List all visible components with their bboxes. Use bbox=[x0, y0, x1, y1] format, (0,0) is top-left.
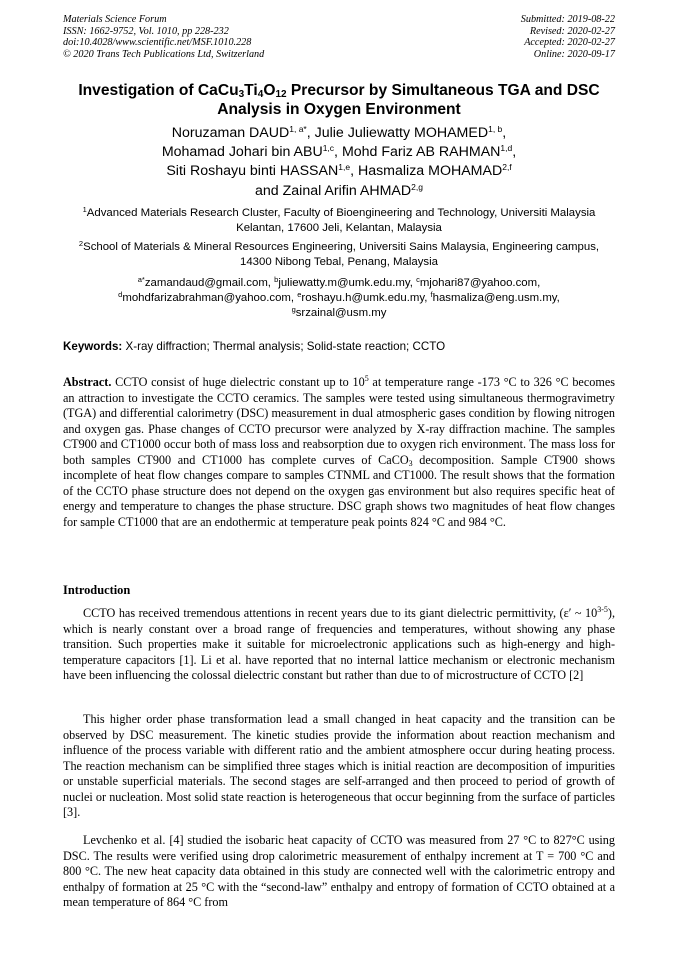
affiliation-2 bbox=[70, 240, 608, 269]
author-line bbox=[60, 182, 618, 201]
author-separator: , bbox=[512, 144, 517, 161]
date-online: Online: 2020-09-17 bbox=[533, 48, 615, 60]
author-separator: , bbox=[502, 125, 507, 141]
email-sup: a* bbox=[137, 275, 145, 284]
title-text: Ti bbox=[244, 82, 258, 99]
abstract-label: Abstract. bbox=[63, 375, 112, 389]
affiliation-text: Advanced Materials Research Cluster, Faculty of Bioengineering and Technology, Universiti Malaysia Kelantan, 17600 Jeli, Kelantan, Malaysia bbox=[86, 207, 596, 234]
author-sup: 1,d bbox=[500, 143, 513, 154]
abstract-text: CCTO consist of huge dielectric constant up to 10 bbox=[111, 375, 365, 389]
journal-copyright: © 2020 Trans Tech Publications Ltd, Switzerland bbox=[63, 48, 265, 60]
paragraph-text: CCTO has received tremendous attentions in recent years due to its giant dielectric permittivity, (ε′ ~ 10 bbox=[83, 606, 598, 620]
author-name: Mohamad Johari bin ABU bbox=[161, 144, 323, 161]
author-name: and Zainal Arifin AHMAD bbox=[255, 182, 412, 199]
email-link[interactable]: juliewatty.m@umk.edu.my, bbox=[278, 277, 417, 289]
keywords bbox=[63, 340, 618, 354]
keywords-text: X-ray diffraction; Thermal analysis; Solid-state reaction; CCTO bbox=[122, 340, 446, 353]
journal-doi[interactable]: doi:10.4028/www.scientific.net/MSF.1010.228 bbox=[63, 37, 252, 49]
email-link[interactable]: mjohari87@yahoo.com, bbox=[419, 277, 541, 289]
email-sup: g bbox=[291, 304, 296, 314]
title-subscript: 12 bbox=[275, 89, 287, 100]
title-text: O bbox=[263, 82, 276, 99]
email-sup: d bbox=[118, 289, 123, 299]
email-link[interactable]: roshayu.h@umk.edu.my, bbox=[301, 291, 431, 304]
author-name: Noruzaman DAUD bbox=[171, 125, 290, 141]
author-separator: , bbox=[306, 125, 315, 141]
affiliation-1 bbox=[70, 206, 608, 235]
abstract-text: decomposition. Sample CT900 shows incomplete of heat flow changes compare to samples CTNML and CT1000. The result shows that the formation of the CCTO phase structure does not depend on the oxygen gas environment but also requires specific heat of energy and temperature to changes the phase structure. DSC graph shows two magnitudes of heat flow changes for sample CT1000 that are an endothermic at temperature peak points 824 °C and 984 °C. bbox=[63, 452, 615, 529]
author-sup: 1, a* bbox=[289, 124, 307, 134]
author-name: Mohd Fariz AB RAHMAN bbox=[341, 144, 501, 161]
journal-issn: ISSN: 1662-9752, Vol. 1010, pp 228-232 bbox=[63, 25, 229, 37]
title-text: Investigation of CaCu bbox=[78, 82, 239, 99]
email-link[interactable]: srzainal@usm.my bbox=[295, 306, 387, 319]
author-separator: , bbox=[334, 144, 342, 161]
email-link[interactable]: mohdfarizabrahman@yahoo.com, bbox=[122, 291, 298, 304]
intro-paragraph-1 bbox=[63, 606, 615, 684]
email-link[interactable]: hasmaliza@eng.usm.my, bbox=[432, 291, 560, 304]
title-subscript: 4 bbox=[257, 89, 264, 100]
email-line bbox=[70, 306, 608, 321]
author-name: Julie Juliewatty MOHAMED bbox=[314, 125, 489, 141]
affiliation-sup: 1 bbox=[82, 205, 87, 214]
date-revised: Revised: 2020-02-27 bbox=[529, 25, 615, 37]
email-link[interactable]: zamandaud@gmail.com, bbox=[144, 277, 275, 289]
email-line bbox=[70, 291, 608, 306]
author-sup: 2,g bbox=[411, 181, 423, 192]
author-name: Hasmaliza MOHAMAD bbox=[357, 163, 503, 180]
author-emails bbox=[70, 276, 608, 320]
intro-paragraph-2: This higher order phase transformation lead a small changed in heat capacity and the transition can be observed by DSC measurement. The kinetic studies provide the information about reaction mechanism and influence of the process variable with different ratio and the ambient atmosphere occur during heating process. The reaction mechanism can be simplified three stages which is initial reaction are decomposition of impurities or unstable superficial materials. The second stages are self-arranged and then proceed to period of growth of nuclei or nucleation. Most solid state reaction is heterogeneous that occur beginning from the surface of particles [3]. bbox=[63, 712, 615, 819]
abstract-superscript: 5 bbox=[364, 374, 369, 383]
date-accepted: Accepted: 2020-02-27 bbox=[524, 37, 615, 49]
author-list bbox=[60, 124, 618, 201]
paragraph-text: ), which is nearly constant over a broad range of frequencies and temperatures, without showing any phase transition. Such properties make it suitable for microelectronic applications such as high-energy and high-temperature capacitors [1]. Li et al. have reported that no internal lattice mechanism or electronic mechanism have been influencing the colossal dielectric constant but rather than due to of microstructure of CCTO [2] bbox=[63, 606, 615, 682]
author-sup: 1,e bbox=[338, 162, 351, 173]
title-text: Precursor by Simultaneous TGA and DSC Analysis in Oxygen Environment bbox=[217, 82, 600, 118]
author-line bbox=[60, 124, 618, 143]
author-sup: 1,c bbox=[322, 143, 335, 154]
author-sup: 1, b bbox=[488, 124, 503, 134]
email-sup: c bbox=[416, 275, 420, 284]
author-line bbox=[60, 162, 618, 181]
intro-paragraph-3: Levchenko et al. [4] studied the isobaric heat capacity of CCTO was measured from 27 °C to 827°C using DSC. The results were verified using drop calorimetric measurement of enthalpy increment at T = 700 °C and 800 °C. The new heat capacity data obtained in this study are connected well with the calorimetric entropy and enthalpy of formation at 25 °C with the “second-law” enthalpy and entropy of formation of CCTO obtained at a mean temperature of 864 °C from bbox=[63, 833, 615, 909]
abstract-text: at temperature range -173 °C to 326 °C becomes an attraction to investigate the CCTO ceramics. The samples were tested using simultaneous thermogravimetry (TGA) and differential calorimetry (DSC) measurement in dual atmospheric gases condition by flowing nitrogen and oxygen gas. Phase changes of CCTO precursor were analyzed by X-ray diffraction machine. The samples CT900 and CT1000 occur both of mass loss and reabsorption due to oxygen rich environment. The mass loss for both samples CT900 and CT1000 has complete curves of CaCO bbox=[63, 375, 615, 467]
journal-name: Materials Science Forum bbox=[63, 14, 167, 25]
author-line bbox=[60, 143, 618, 162]
email-sup: b bbox=[274, 275, 279, 284]
submission-dates bbox=[521, 14, 615, 60]
paper-title bbox=[50, 81, 628, 119]
author-sup: 2,f bbox=[502, 162, 512, 173]
paragraph-superscript: 3-5 bbox=[597, 605, 608, 614]
journal-info bbox=[63, 14, 264, 60]
affiliation-text: School of Materials & Mineral Resources Engineering, Universiti Sains Malaysia, Engineering campus, 14300 Nibong Tebal, Penang, Malaysia bbox=[83, 241, 600, 268]
abstract bbox=[63, 375, 615, 530]
introduction-heading: Introduction bbox=[63, 583, 131, 597]
title-subscript: 3 bbox=[238, 89, 245, 100]
email-sup: e bbox=[297, 289, 302, 299]
author-separator: , bbox=[350, 163, 358, 180]
email-sup: f bbox=[430, 289, 433, 299]
keywords-label: Keywords: bbox=[63, 340, 123, 353]
author-name: Siti Roshayu binti HASSAN bbox=[166, 163, 339, 180]
email-line bbox=[70, 276, 608, 291]
abstract-subscript: 3 bbox=[408, 458, 413, 468]
date-submitted: Submitted: 2019-08-22 bbox=[520, 14, 615, 25]
affiliation-sup: 2 bbox=[78, 239, 84, 248]
